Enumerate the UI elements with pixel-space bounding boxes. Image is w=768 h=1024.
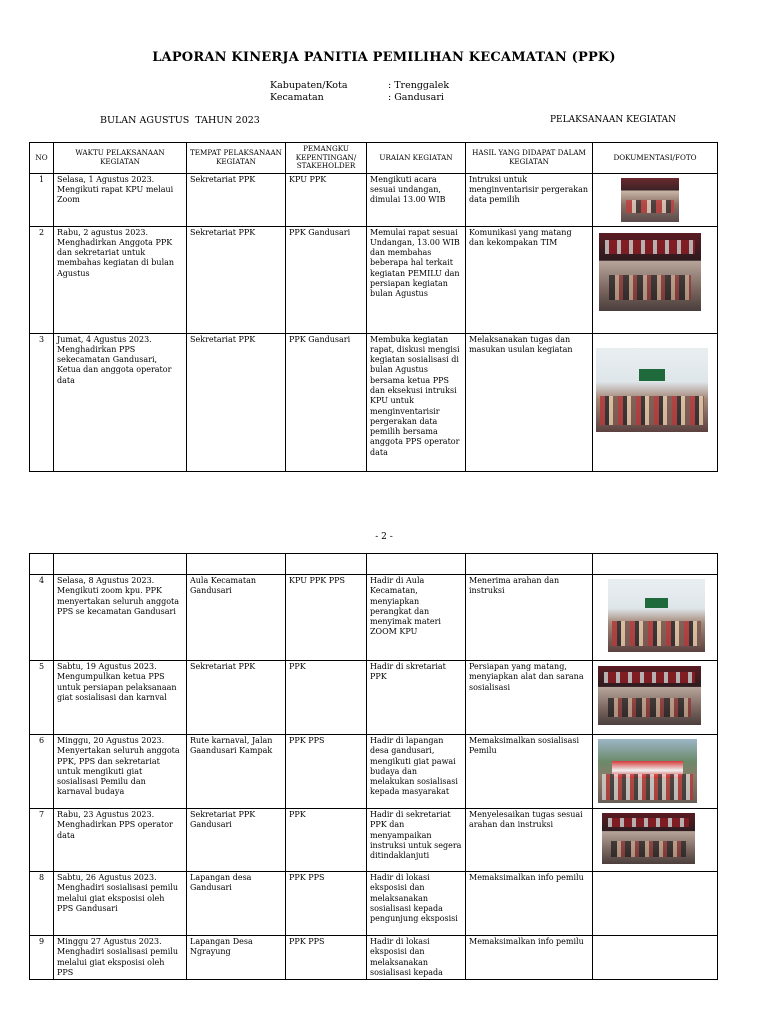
row-hasil: Persiapan yang matang, menyiapkan alat dan sarana sosialisasi	[466, 661, 593, 735]
row-tempat: Sekretariat PPK	[187, 173, 286, 226]
row-photo-cell	[593, 333, 718, 471]
row-hasil: Menyelesaikan tugas sesuai arahan dan instruksi	[466, 809, 593, 872]
row-tempat: Sekretariat PPK	[187, 333, 286, 471]
header-waktu: WAKTU PELAKSANAAN KEGIATAN	[54, 143, 187, 174]
row-no: 5	[30, 661, 54, 735]
row-waktu: Sabtu, 26 Agustus 2023. Menghadiri sosialisasi pemilu melalui giat eksposisi oleh PPS Gandusari	[54, 872, 187, 936]
header-tempat: TEMPAT PELAKSANAAN KEGIATAN	[187, 143, 286, 174]
row-waktu: Rabu, 23 Agustus 2023. Menghadirkan PPS operator data	[54, 809, 187, 872]
table-row	[30, 735, 718, 809]
hall-photo	[608, 579, 705, 652]
row-photo-cell	[593, 226, 718, 333]
row-waktu: Selasa, 8 Agustus 2023. Mengikuti zoom kpu. PPK menyertakan seluruh anggota PPS se kecamatan Gandusari	[54, 575, 187, 661]
row-uraian: Hadir di lapangan desa gandusari, mengikuti giat pawai budaya dan melakukan sosialisasi kepada masyarakat	[367, 735, 466, 809]
kecamatan-value: : Gandusari	[388, 92, 444, 103]
row-tempat: Lapangan desa Gandusari	[187, 872, 286, 936]
row-uraian: Hadir di lokasi eksposisi dan melaksanakan sosialisasi kepada pengunjung eksposisi	[367, 872, 466, 936]
activity-table-page2	[29, 553, 718, 980]
header-pemangku: PEMANGKU KEPENTINGAN/ STAKEHOLDER	[286, 143, 367, 174]
header-no: NO	[30, 143, 54, 174]
row-tempat: Sekretariat PPK	[187, 661, 286, 735]
row-hasil: Komunikasi yang matang dan kekompakan TIM	[466, 226, 593, 333]
row-hasil: Melaksanakan tugas dan masukan usulan kegiatan	[466, 333, 593, 471]
header-dokumentasi: DOKUMENTASI/FOTO	[593, 143, 718, 174]
row-waktu: Selasa, 1 Agustus 2023. Mengikuti rapat KPU melaui Zoom	[54, 173, 187, 226]
row-uraian: Hadir di Aula Kecamatan, menyiapkan perangkat dan menyimak materi ZOOM KPU	[367, 575, 466, 661]
row-no: 7	[30, 809, 54, 872]
row-no: 4	[30, 575, 54, 661]
studio-photo	[599, 233, 701, 311]
row-hasil: Memaksimalkan info pemilu	[466, 872, 593, 936]
parade-photo	[598, 739, 697, 803]
row-no: 8	[30, 872, 54, 936]
row-hasil: Memaksimalkan sosialisasi Pemilu	[466, 735, 593, 809]
table-row	[30, 872, 718, 936]
row-no: 9	[30, 936, 54, 980]
row-pemangku: PPK Gandusari	[286, 333, 367, 471]
kabupaten-value: : Trenggalek	[388, 80, 450, 91]
meeting-photo	[621, 178, 679, 222]
activity-table-page1	[29, 142, 718, 472]
room-photo	[596, 348, 708, 432]
row-tempat: Aula Kecamatan Gandusari	[187, 575, 286, 661]
row-no: 3	[30, 333, 54, 471]
table-row	[30, 173, 718, 226]
row-photo-cell	[593, 575, 718, 661]
row-uraian: Hadir di skretariat PPK	[367, 661, 466, 735]
row-pemangku: KPU PPK	[286, 173, 367, 226]
table-header-row	[30, 143, 718, 174]
row-no: 1	[30, 173, 54, 226]
row-pemangku: KPU PPK PPS	[286, 575, 367, 661]
table-row	[30, 661, 718, 735]
row-uraian: Mengikuti acara sesuai undangan, dimulai 13.00 WIB	[367, 173, 466, 226]
table-row	[30, 333, 718, 471]
header-hasil: HASIL YANG DIDAPAT DALAM KEGIATAN	[466, 143, 593, 174]
report-period: BULAN AGUSTUS TAHUN 2023	[100, 115, 260, 126]
row-photo-cell	[593, 173, 718, 226]
row-waktu: Minggu, 20 Agustus 2023. Menyertakan seluruh anggota PPK, PPS dan sekretariat untuk mengikuti giat sosialisasi Pemilu dan karnaval budaya	[54, 735, 187, 809]
row-no: 6	[30, 735, 54, 809]
report-title: LAPORAN KINERJA PANITIA PEMILIHAN KECAMATAN (PPK)	[152, 50, 616, 65]
secretariat-photo	[598, 666, 701, 725]
table-row	[30, 809, 718, 872]
row-waktu: Minggu 27 Agustus 2023. Menghadiri sosialisasi pemilu melalui giat eksposisi oleh PPS	[54, 936, 187, 980]
kabupaten-label: Kabupaten/Kota	[270, 80, 348, 91]
row-hasil: Intruksi untuk menginventarisir pergerakan data pemilih	[466, 173, 593, 226]
row-pemangku: PPK Gandusari	[286, 226, 367, 333]
table-row	[30, 226, 718, 333]
row-uraian: Hadir di sekretariat PPK dan menyampaikan instruksi untuk segera ditindaklanjuti	[367, 809, 466, 872]
row-tempat: Rute karnaval, Jalan Gaandusari Kampak	[187, 735, 286, 809]
row-photo-cell	[593, 809, 718, 872]
table-row	[30, 936, 718, 980]
row-waktu: Rabu, 2 agustus 2023. Menghadirkan Anggota PPK dan sekretariat untuk membahas kegiatan di bulan Agustus	[54, 226, 187, 333]
kecamatan-label: Kecamatan	[270, 92, 324, 103]
row-hasil: Memaksimalkan info pemilu	[466, 936, 593, 980]
row-photo-cell	[593, 661, 718, 735]
row-uraian: Memulai rapat sesuai Undangan, 13.00 WIB dan membahas beberapa hal terkait kegiatan PEMILU dan persiapan kegiatan bulan Agustus	[367, 226, 466, 333]
row-pemangku: PPK PPS	[286, 872, 367, 936]
operator-photo	[602, 813, 695, 864]
row-pemangku: PPK PPS	[286, 936, 367, 980]
table-spacer-row	[30, 554, 718, 575]
row-no: 2	[30, 226, 54, 333]
page-number: - 2 -	[375, 532, 393, 542]
execution-label: PELAKSANAAN KEGIATAN	[550, 115, 677, 125]
row-tempat: Sekretariat PPK Gandusari	[187, 809, 286, 872]
row-hasil: Menerima arahan dan instruksi	[466, 575, 593, 661]
row-photo-cell	[593, 735, 718, 809]
row-waktu: Sabtu, 19 Agustus 2023. Mengumpulkan ketua PPS untuk persiapan pelaksanaan giat sosialisasi dan karnval	[54, 661, 187, 735]
row-pemangku: PPK PPS	[286, 735, 367, 809]
row-uraian: Hadir di lokasi eksposisi dan melaksanakan sosialisasi kepada	[367, 936, 466, 980]
row-uraian: Membuka kegiatan rapat, diskusi mengisi kegiatan sosialisasi di bulan Agustus bersama ketua PPS dan eksekusi intruksi KPU untuk menginventarisir pergerakan data pemilih bersama anggota PPS operator data	[367, 333, 466, 471]
row-waktu: Jumat, 4 Agustus 2023. Menghadirkan PPS sekecamatan Gandusari, Ketua dan anggota operator data	[54, 333, 187, 471]
row-photo-cell	[593, 872, 718, 936]
table-row	[30, 575, 718, 661]
row-pemangku: PPK	[286, 661, 367, 735]
row-tempat: Lapangan Desa Ngrayung	[187, 936, 286, 980]
header-uraian: URAIAN KEGIATAN	[367, 143, 466, 174]
row-photo-cell	[593, 936, 718, 980]
row-tempat: Sekretariat PPK	[187, 226, 286, 333]
report-meta	[270, 80, 449, 104]
row-pemangku: PPK	[286, 809, 367, 872]
